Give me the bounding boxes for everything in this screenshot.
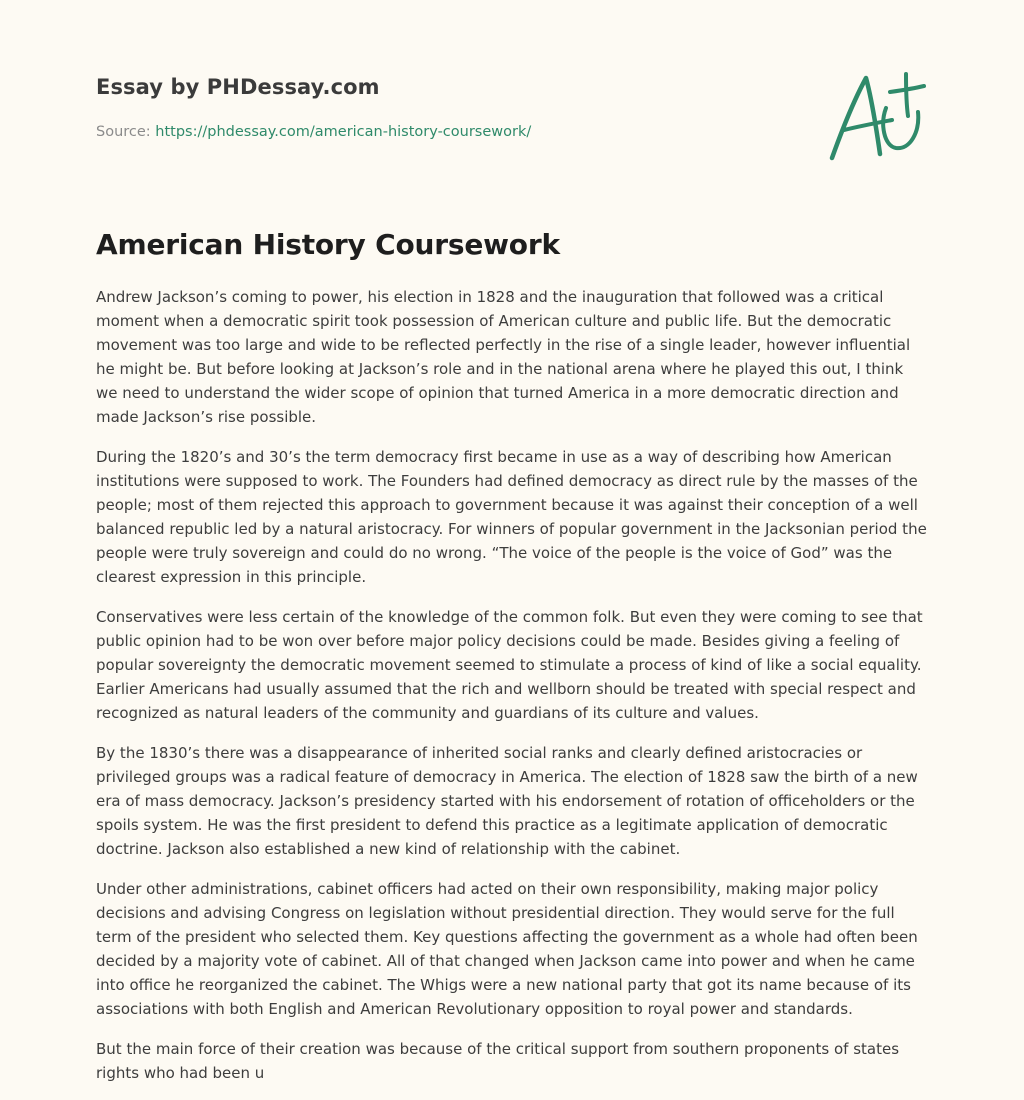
source-line: [96, 124, 531, 140]
paragraph: By the 1830’s there was a disappearance of inherited social ranks and clearly defined aristocracies or privileged groups was a radical feature of democracy in America. The election of 1828 saw the birth of a new era of mass democracy. Jackson’s presidency started with his endorsement of rotation of officeholders or the spoils system. He was the first president to defend this practice as a legitimate application of democratic doctrine. Jackson also established a new kind of relationship with the cabinet.: [96, 744, 918, 858]
source-link[interactable]: https://phdessay.com/american-history-coursework/: [155, 124, 532, 140]
brand-title: Essay by PHDessay.com: [96, 75, 380, 99]
paragraph: Andrew Jackson’s coming to power, his election in 1828 and the inauguration that followed was a critical moment when a democratic spirit took possession of American culture and public life. But the democratic movement was too large and wide to be reflected perfectly in the rise of a single leader, however influential he might be. But before looking at Jackson’s role and in the national arena where he played this out, I think we need to understand the wider scope of opinion that turned America in a more democratic direction and made Jackson’s rise possible.: [96, 288, 911, 426]
paragraph: During the 1820’s and 30’s the term democracy first became in use as a way of describing how American institutions were supposed to work. The Founders had defined democracy as direct rule by the masses of the people; most of them rejected this approach to government because it was against their conception of a well balanced republic led by a natural aristocracy. For winners of popular government in the Jacksonian period the people were truly sovereign and could do no wrong. “The voice of the people is the voice of God” was the clearest expression in this principle.: [96, 448, 927, 586]
article-body: [96, 285, 928, 1085]
page-header: [96, 0, 928, 200]
paragraph: Under other administrations, cabinet officers had acted on their own responsibility, making major policy decisions and advising Congress on legislation without presidential direction. They would serve for the full term of the president who selected them. Key questions affecting the government as a whole had often been decided by a majority vote of cabinet. All of that changed when Jackson came into power and when he came into office he reorganized the cabinet. The Whigs were a new national party that got its name because of its associations with both English and American Revolutionary opposition to royal power and standards.: [96, 880, 918, 1018]
a-plus-logo-icon: [824, 68, 928, 164]
source-label: Source:: [96, 124, 156, 140]
paragraph: But the main force of their creation was because of the critical support from southern proponents of states rights who had been u: [96, 1040, 900, 1082]
article-title: American History Coursework: [96, 228, 560, 261]
paragraph: Conservatives were less certain of the knowledge of the common folk. But even they were coming to see that public opinion had to be won over before major policy decisions could be made. Besides giving a feeling of popular sovereignty the democratic movement seemed to stimulate a process of kind of like a social equality. Earlier Americans had usually assumed that the rich and wellborn should be treated with special respect and recognized as natural leaders of the community and guardians of its culture and values.: [96, 608, 923, 722]
